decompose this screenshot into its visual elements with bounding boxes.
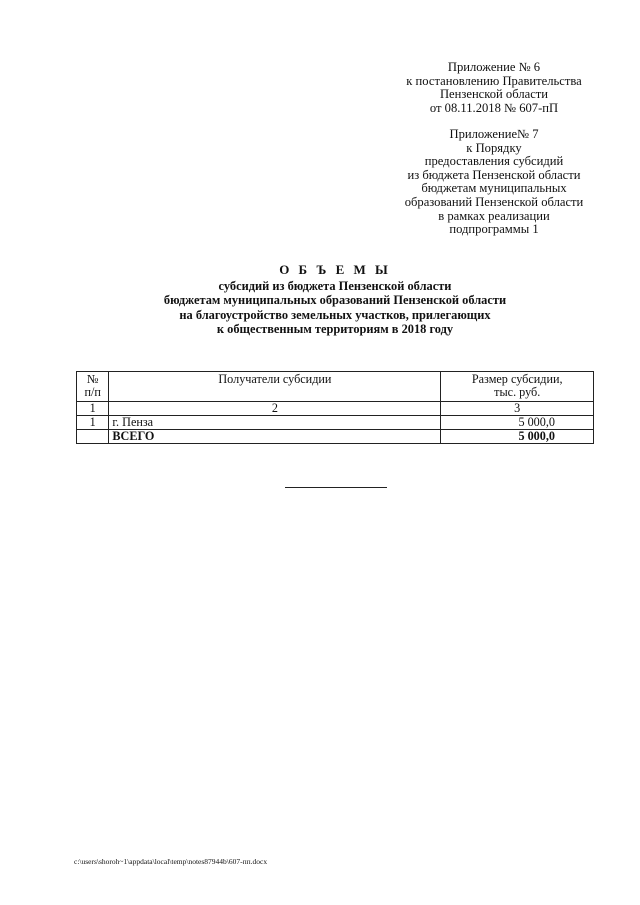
header-num-line: № [86,372,99,386]
total-num-empty [77,430,109,444]
header-amount [441,372,594,402]
appendix-7-block [388,128,600,237]
appendix-6-line: Пензенской области [439,87,549,102]
appendix-6-line: Приложение № 6 [447,60,541,74]
appendix-7-line: подпрограммы 1 [449,222,539,237]
column-number-row [77,402,594,416]
appendix-7-line: предоставления субсидий [424,154,564,169]
title-line: к общественным территориям в 2018 году [216,322,454,336]
subsidy-table [76,371,594,444]
appendix-6-block [388,61,600,115]
title-heading: О Б Ъ Е М Ы [279,262,391,277]
column-number: 3 [441,402,594,416]
row-recipient: г. Пенза [109,416,441,430]
column-number: 2 [109,402,441,416]
table-header-row [77,372,594,402]
footer-file-path: c:\users\shoroh~1\appdata\local\temp\notes87944b\607-пп.docx [74,857,268,866]
title-line: бюджетам муниципальных образований Пензенской области [163,293,507,307]
header-amount-line: тыс. руб. [494,385,541,399]
total-label: ВСЕГО [109,430,441,444]
total-amount: 5 000,0 [441,430,594,444]
title-line: на благоустройство земельных участков, прилегающих [179,307,491,322]
appendix-7-line: бюджетам муниципальных [421,181,567,196]
header-num [77,372,109,402]
table-row [77,416,594,430]
row-num: 1 [77,416,109,430]
appendix-7-line: Приложение№ 7 [449,127,539,141]
appendix-6-line: к постановлению Правительства [406,73,582,88]
table-total-row [77,430,594,444]
header-recipients: Получатели субсидии [109,372,441,402]
appendix-7-line: в рамках реализации [438,208,550,223]
document-title [60,263,610,337]
appendix-7-line: образований Пензенской области [404,194,584,209]
header-amount-line: Размер субсидии, [471,372,563,386]
column-number: 1 [77,402,109,416]
appendix-6-line: от 08.11.2018 № 607-пП [429,100,559,115]
header-num-line: п/п [84,385,101,399]
appendix-7-line: к Порядку [466,140,522,155]
appendix-7-line: из бюджета Пензенской области [407,167,581,182]
title-line: субсидий из бюджета Пензенской области [218,278,452,293]
row-amount: 5 000,0 [441,416,594,430]
horizontal-rule [285,487,387,488]
